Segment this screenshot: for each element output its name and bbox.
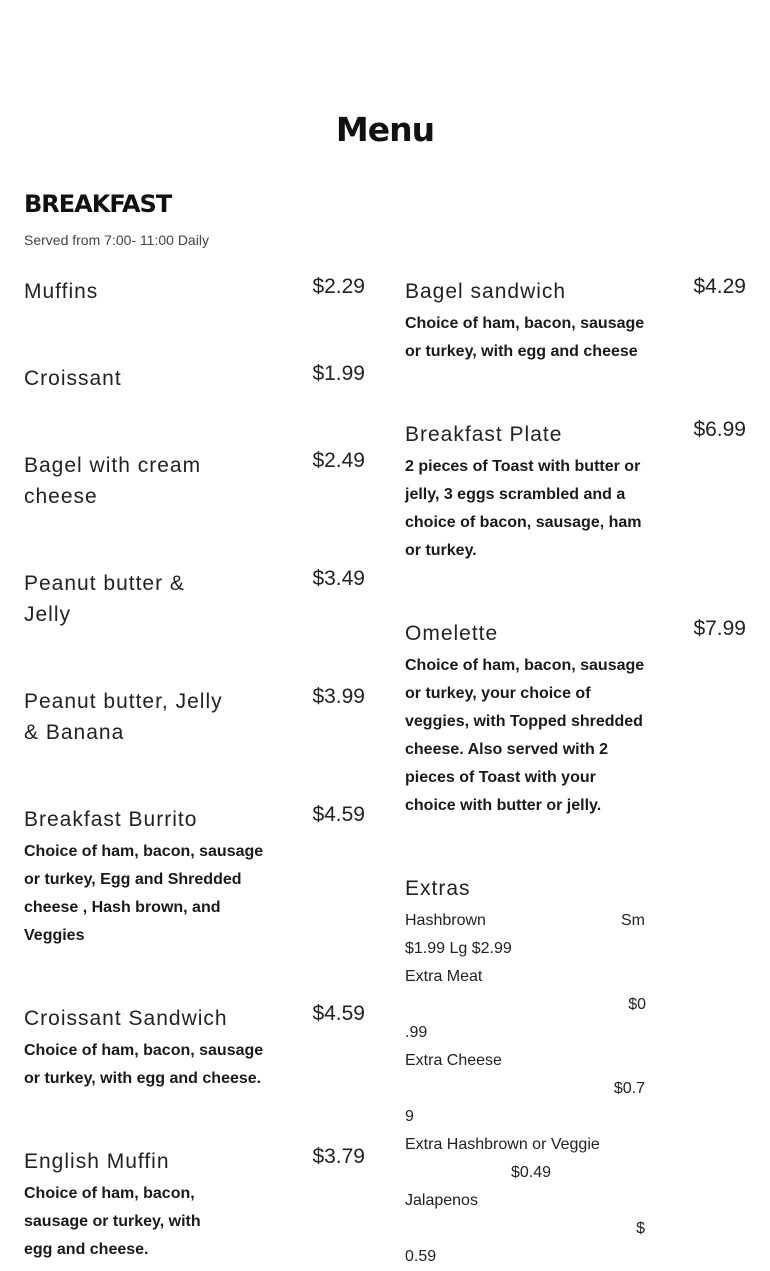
item-name: Bagel with cream cheese	[24, 454, 202, 508]
item-price: $4.59	[312, 1002, 365, 1025]
extras-price: $1.99 Lg $2.99	[405, 940, 512, 957]
item-price: $3.79	[312, 1145, 365, 1168]
extras-list	[405, 907, 645, 1271]
menu-item	[24, 567, 365, 685]
menu-item	[24, 1002, 365, 1145]
extras-price: $0.49	[511, 1164, 552, 1181]
extras-price: $0.7	[613, 1080, 645, 1097]
menu-item	[24, 803, 365, 1002]
item-name: Croissant Sandwich	[24, 1007, 228, 1030]
item-price: $2.29	[312, 275, 365, 298]
section-title: BREAKFAST	[24, 190, 172, 218]
extras-label: Jalapenos	[405, 1192, 478, 1209]
item-price: $3.49	[312, 567, 365, 590]
section-subtitle: Served from 7:00- 11:00 Daily	[24, 232, 209, 248]
item-name: Bagel sandwich	[405, 280, 567, 303]
item-name: Breakfast Burrito	[24, 808, 198, 831]
extras-price: 0.59	[405, 1248, 437, 1265]
extras-label: Extra Cheese	[405, 1052, 502, 1069]
item-name: Peanut butter & Jelly	[24, 572, 185, 626]
item-description: 2 pieces of Toast with butter or jelly, 3 eggs scrambled and a choice of bacon, sausage, ham or turkey.	[405, 458, 642, 559]
extras-title: Extras	[405, 877, 471, 900]
item-price: $4.59	[312, 803, 365, 826]
extras-price: $0	[628, 996, 646, 1013]
extras-price: 9	[405, 1108, 414, 1125]
menu-item	[24, 1145, 365, 1264]
item-description: Choice of ham, bacon, sausage or turkey, with egg and cheese	[405, 315, 645, 360]
menu-item	[24, 449, 365, 567]
page-title: Menu	[335, 110, 435, 149]
item-description: Choice of ham, bacon, sausage or turkey, your choice of veggies, with Topped shredded cheese. Also served with 2 pieces of Toast with your choice with butter or jelly.	[405, 657, 645, 814]
item-price: $7.99	[693, 617, 746, 640]
item-name: English Muffin	[24, 1150, 170, 1173]
item-description: Choice of ham, bacon, sausage or turkey, with egg and cheese.	[24, 1185, 201, 1258]
extras-price: $	[636, 1220, 645, 1237]
item-price: $4.29	[693, 275, 746, 298]
extras-price: .99	[405, 1024, 428, 1041]
extras-price: Sm	[621, 912, 645, 929]
item-description: Choice of ham, bacon, sausage or turkey, with egg and cheese.	[24, 1042, 264, 1087]
extras-label: Hashbrown	[405, 912, 486, 929]
menu-item	[405, 275, 746, 418]
extras-label: Extra Meat	[405, 968, 483, 985]
menu-item	[24, 685, 365, 803]
menu-column-right	[405, 275, 746, 1271]
menu-item	[24, 275, 365, 362]
item-price: $3.99	[312, 685, 365, 708]
menu-column-left	[24, 275, 365, 1264]
item-price: $1.99	[312, 362, 365, 385]
item-description: Choice of ham, bacon, sausage or turkey, Egg and Shredded cheese , Hash brown, and Veggies	[24, 843, 264, 944]
item-name: Croissant	[24, 367, 122, 390]
extras-hashbrown	[405, 907, 645, 935]
menu-item	[405, 617, 746, 872]
item-name: Peanut butter, Jelly & Banana	[24, 690, 223, 744]
item-name: Breakfast Plate	[405, 423, 563, 446]
item-name: Muffins	[24, 280, 99, 303]
extras-section	[405, 872, 746, 1271]
item-price: $6.99	[693, 418, 746, 441]
menu-item	[405, 418, 746, 617]
extras-label: Extra Hashbrown or Veggie	[405, 1136, 600, 1153]
menu-item	[24, 362, 365, 449]
item-name: Omelette	[405, 622, 499, 645]
item-price: $2.49	[312, 449, 365, 472]
